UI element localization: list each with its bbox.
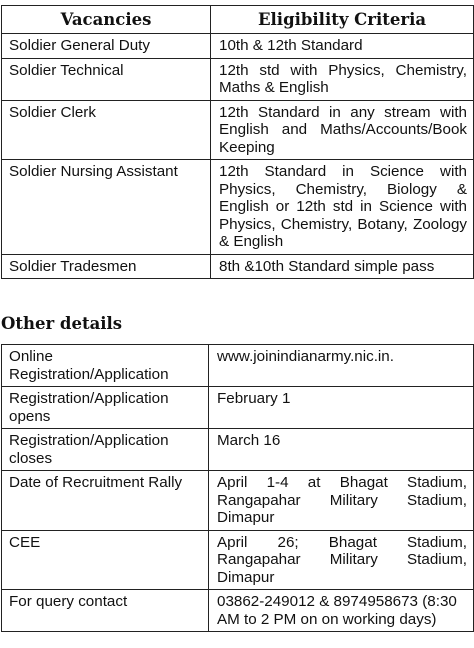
detail-value: www.joinindianarmy.nic.in. — [209, 345, 474, 387]
detail-label: Date of Recruitment Rally — [2, 471, 209, 531]
criteria-cell: 12th Standard in any stream with English and Maths/Accounts/Book Keeping — [211, 100, 474, 160]
criteria-cell: 10th & 12th Standard — [211, 34, 474, 59]
other-details-table — [1, 344, 474, 632]
detail-label: Registration/Application opens — [2, 387, 209, 429]
table-row — [2, 58, 474, 100]
table-row — [2, 387, 474, 429]
vacancy-cell: Soldier Nursing Assistant — [2, 160, 211, 255]
table-row — [2, 471, 474, 531]
detail-value: March 16 — [209, 429, 474, 471]
table-header-row — [2, 6, 474, 34]
vacancy-cell: Soldier Tradesmen — [2, 254, 211, 279]
detail-label: For query contact — [2, 590, 209, 632]
header-eligibility-criteria: Eligibility Criteria — [211, 6, 474, 34]
detail-label: Online Registration/Application — [2, 345, 209, 387]
table-row — [2, 530, 474, 590]
detail-value: April 1-4 at Bhagat Stadium, Rangapahar Military Stadium, Dimapur — [209, 471, 474, 531]
criteria-cell: 8th &10th Standard simple pass — [211, 254, 474, 279]
criteria-cell: 12th Standard in Science with Physics, Chemistry, Biology & English or 12th std in Science with Physics, Chemistry, Botany, Zoology & English — [211, 160, 474, 255]
table-row — [2, 254, 474, 279]
header-vacancies: Vacancies — [2, 6, 211, 34]
vacancy-cell: Soldier General Duty — [2, 34, 211, 59]
table-row — [2, 34, 474, 59]
vacancies-table — [1, 5, 474, 279]
vacancy-cell: Soldier Clerk — [2, 100, 211, 160]
table-row — [2, 160, 474, 255]
detail-label: CEE — [2, 530, 209, 590]
table-row — [2, 100, 474, 160]
table-row — [2, 429, 474, 471]
detail-value: 03862-249012 & 8974958673 (8:30 AM to 2 PM on on working days) — [209, 590, 474, 632]
table-row — [2, 345, 474, 387]
criteria-cell: 12th std with Physics, Chemistry, Maths & English — [211, 58, 474, 100]
detail-value: April 26; Bhagat Stadium, Rangapahar Military Stadium, Dimapur — [209, 530, 474, 590]
detail-label: Registration/Application closes — [2, 429, 209, 471]
other-details-heading: Other details — [1, 314, 123, 333]
table-row — [2, 590, 474, 632]
vacancy-cell: Soldier Technical — [2, 58, 211, 100]
detail-value: February 1 — [209, 387, 474, 429]
